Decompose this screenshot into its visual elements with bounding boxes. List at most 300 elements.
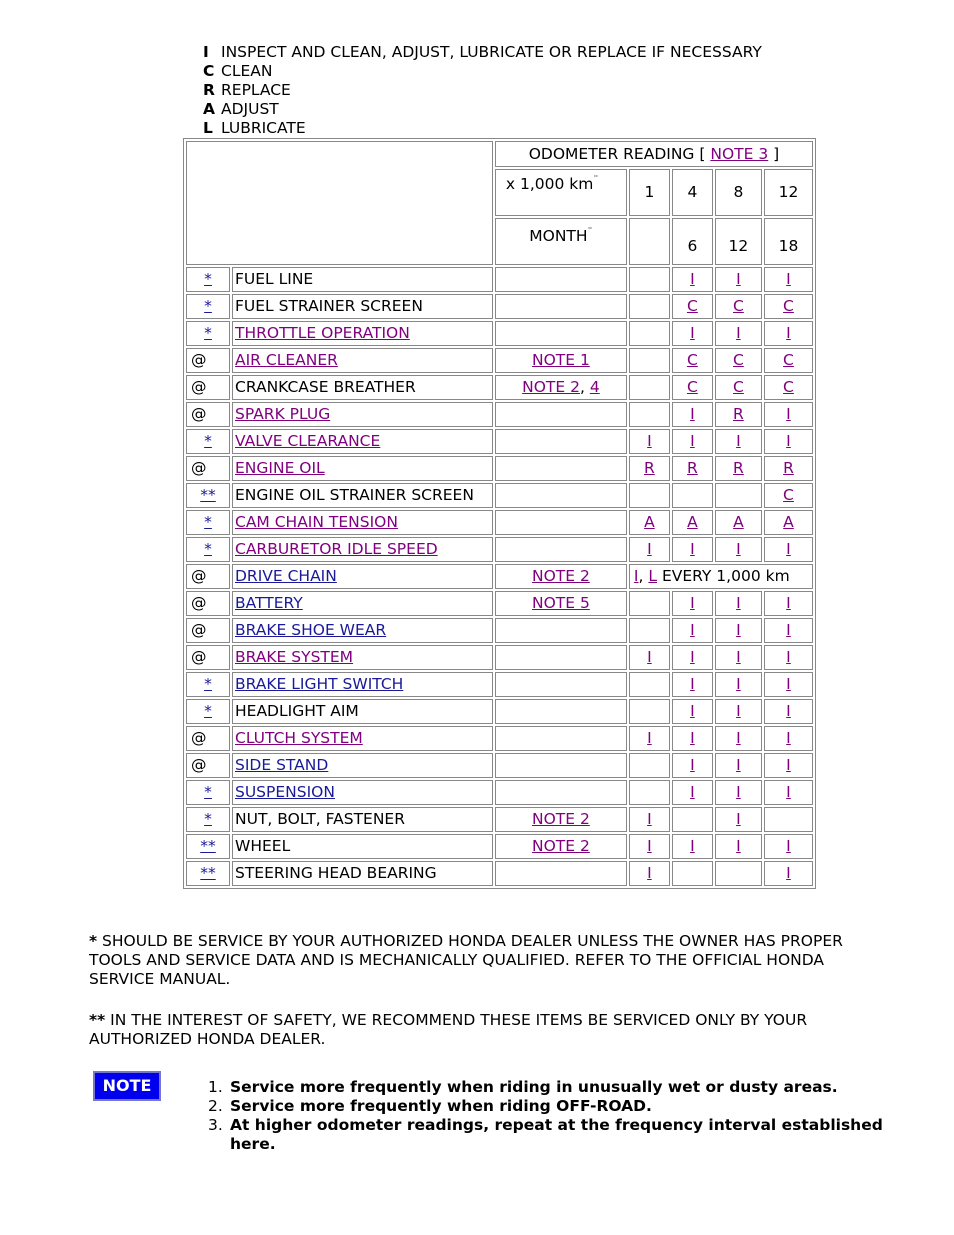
item-link[interactable]: BRAKE SHOE WEAR: [235, 621, 387, 639]
interval-action-link[interactable]: I: [690, 432, 695, 450]
asterisk-link[interactable]: *: [204, 432, 212, 450]
interval-action-link[interactable]: I: [690, 756, 695, 774]
row-symbol-cell: [186, 861, 230, 886]
interval-cell: [672, 780, 713, 805]
interval-action-link[interactable]: I: [736, 675, 741, 693]
interval-action-link[interactable]: C: [783, 351, 794, 369]
interval-cell: [764, 375, 813, 400]
item-cell: [232, 510, 493, 535]
item-cell: [232, 726, 493, 751]
interval-action-link[interactable]: I: [786, 594, 791, 612]
interval-cell: [715, 645, 762, 670]
interval-action-link[interactable]: I: [690, 702, 695, 720]
interval-cell: [715, 861, 762, 886]
table-row: [186, 348, 813, 373]
item-link[interactable]: SUSPENSION: [235, 783, 335, 801]
interval-cell: [715, 807, 762, 832]
interval-action-link[interactable]: I: [690, 837, 695, 855]
item-cell: [232, 834, 493, 859]
interval-cell: [715, 834, 762, 859]
asterisk-link[interactable]: *: [204, 297, 212, 315]
odometer-reading-header: [495, 141, 813, 167]
interval-action-link[interactable]: R: [686, 459, 698, 477]
table-row: [186, 618, 813, 643]
item-link[interactable]: DRIVE CHAIN: [235, 567, 337, 585]
note-cell: [495, 456, 627, 481]
interval-action-link[interactable]: R: [733, 405, 744, 423]
interval-action-link[interactable]: C: [732, 351, 744, 369]
interval-cell: [764, 834, 813, 859]
interval-cell: [629, 456, 670, 481]
note-cell: [495, 591, 627, 616]
odometer-label: ODOMETER READING [: [528, 145, 706, 163]
note-text: Service more frequently when riding OFF-ROAD.: [230, 1097, 652, 1115]
interval-action-link[interactable]: I: [690, 594, 695, 612]
interval-cell: [715, 456, 762, 481]
interval-cell: [764, 699, 813, 724]
interval-action-link[interactable]: C: [686, 351, 698, 369]
interval-every-cell: I, L EVERY 1,000 km: [629, 564, 813, 589]
item-link[interactable]: THROTTLE OPERATION: [235, 324, 410, 342]
interval-action-link[interactable]: I: [786, 837, 791, 855]
interval-action-link[interactable]: I: [786, 729, 791, 747]
interval-cell: [764, 510, 813, 535]
interval-action-link[interactable]: I: [690, 783, 695, 801]
note-cell: [495, 861, 627, 886]
single-star-mark: *: [89, 932, 98, 950]
table-row: [186, 294, 813, 319]
interval-action-link[interactable]: I: [647, 864, 652, 882]
table-row: [186, 699, 813, 724]
row-symbol-cell: [186, 780, 230, 805]
interval-action-link[interactable]: I: [736, 270, 741, 288]
interval-action-link[interactable]: I: [690, 540, 695, 558]
legend-item: [203, 119, 762, 138]
item-cell: [232, 672, 493, 697]
note-3-link[interactable]: NOTE 3: [710, 145, 769, 163]
asterisk-link[interactable]: **: [200, 864, 216, 882]
row-symbol-cell: [186, 510, 230, 535]
note-link[interactable]: NOTE 2: [531, 837, 590, 855]
table-row: [186, 780, 813, 805]
note-cell: [495, 267, 627, 292]
interval-action-link[interactable]: I: [786, 405, 791, 423]
note-link[interactable]: NOTE 1: [531, 351, 590, 369]
notes-list: [208, 1078, 898, 1154]
interval-action-link[interactable]: I: [736, 837, 741, 855]
item-link[interactable]: BRAKE SYSTEM: [235, 648, 354, 666]
item-cell: [232, 483, 493, 508]
interval-action-link[interactable]: I: [736, 648, 741, 666]
item-label: FUEL LINE: [235, 270, 314, 288]
row-symbol-cell: [186, 321, 230, 346]
note-cell: [495, 780, 627, 805]
interval-cell: [715, 348, 762, 373]
table-row: [186, 807, 813, 832]
at-symbol: @: [191, 567, 207, 585]
interval-cell: [672, 834, 713, 859]
note-item: [208, 1116, 898, 1154]
note-cell: NOTE 2, 4: [495, 375, 627, 400]
interval-action-link[interactable]: C: [783, 297, 794, 315]
interval-action-link[interactable]: I: [736, 324, 741, 342]
interval-action-link[interactable]: I: [647, 810, 652, 828]
interval-cell: [672, 456, 713, 481]
interval-action-link[interactable]: I: [690, 324, 695, 342]
interval-cell: [672, 375, 713, 400]
interval-cell: [672, 618, 713, 643]
row-symbol-cell: [186, 375, 230, 400]
double-star-text: IN THE INTEREST OF SAFETY, WE RECOMMEND THESE ITEMS BE SERVICED ONLY BY YOUR AUTHORIZED HONDA DEALER.: [89, 1011, 808, 1048]
interval-action-link[interactable]: I: [647, 432, 652, 450]
item-cell: [232, 645, 493, 670]
item-cell: [232, 618, 493, 643]
note-cell: [495, 645, 627, 670]
interval-cell: [764, 780, 813, 805]
interval-action-link[interactable]: A: [644, 513, 655, 531]
row-symbol-cell: [186, 483, 230, 508]
interval-action-link[interactable]: I: [647, 729, 652, 747]
legend-code: A: [203, 100, 215, 118]
interval-action-link[interactable]: I: [647, 837, 652, 855]
interval-action-link[interactable]: I: [786, 324, 791, 342]
row-symbol-cell: [186, 348, 230, 373]
at-symbol: @: [191, 459, 207, 477]
note-cell: [495, 294, 627, 319]
interval-action-link[interactable]: I: [736, 729, 741, 747]
item-link[interactable]: AIR CLEANER: [235, 351, 338, 369]
interval-cell: [629, 618, 670, 643]
interval-cell: [672, 402, 713, 427]
asterisk-link[interactable]: **: [200, 837, 216, 855]
interval-action-link[interactable]: I: [786, 702, 791, 720]
interval-action-link[interactable]: C: [686, 297, 698, 315]
at-symbol: @: [191, 378, 207, 396]
item-label: STEERING HEAD BEARING: [235, 864, 437, 882]
interval-cell: [715, 780, 762, 805]
interval-action-link[interactable]: A: [733, 513, 744, 531]
km-1: 1: [629, 169, 670, 216]
interval-action-link[interactable]: I: [786, 432, 791, 450]
interval-cell: [764, 537, 813, 562]
interval-cell: [715, 753, 762, 778]
header-blank-cell: [186, 141, 493, 265]
item-label: HEADLIGHT AIM: [235, 702, 359, 720]
item-link[interactable]: BRAKE LIGHT SWITCH: [235, 675, 404, 693]
row-symbol-cell: [186, 753, 230, 778]
legend-code: C: [203, 62, 215, 80]
table-row: [186, 564, 813, 589]
interval-cell: [764, 726, 813, 751]
km-label: x 1,000 km: [505, 175, 594, 193]
note-cell: [495, 672, 627, 697]
table-row: [186, 402, 813, 427]
interval-cell: [629, 483, 670, 508]
table-row: [186, 429, 813, 454]
interval-cell: [672, 672, 713, 697]
item-cell: [232, 267, 493, 292]
table-row: [186, 375, 813, 400]
interval-cell: [764, 591, 813, 616]
interval-cell: [764, 321, 813, 346]
row-symbol-cell: [186, 834, 230, 859]
interval-cell: [764, 672, 813, 697]
lubricate-link[interactable]: L: [648, 567, 657, 585]
interval-action-link[interactable]: I: [736, 702, 741, 720]
interval-cell: [764, 456, 813, 481]
asterisk-link[interactable]: *: [204, 513, 212, 531]
table-row: [186, 726, 813, 751]
interval-action-link[interactable]: I: [736, 810, 741, 828]
inspect-link[interactable]: I: [633, 567, 639, 585]
note-text: Service more frequently when riding in unusually wet or dusty areas.: [230, 1078, 838, 1096]
asterisk-link[interactable]: *: [204, 675, 212, 693]
interval-cell: [629, 321, 670, 346]
interval-action-link[interactable]: I: [786, 783, 791, 801]
item-link[interactable]: CLUTCH SYSTEM: [235, 729, 363, 747]
item-link[interactable]: VALVE CLEARANCE: [235, 432, 381, 450]
table-row: [186, 753, 813, 778]
row-symbol-cell: [186, 402, 230, 427]
interval-action-link[interactable]: I: [786, 621, 791, 639]
interval-action-link[interactable]: I: [736, 432, 741, 450]
interval-cell: [629, 699, 670, 724]
interval-cell: [672, 510, 713, 535]
interval-action-link[interactable]: I: [736, 756, 741, 774]
legend-item: [203, 100, 762, 119]
note-number: 1.: [208, 1078, 223, 1096]
km-label-cell: [495, 169, 627, 216]
interval-action-link[interactable]: I: [690, 270, 695, 288]
item-cell: [232, 294, 493, 319]
row-symbol-cell: [186, 699, 230, 724]
table-row: [186, 645, 813, 670]
interval-cell: [715, 402, 762, 427]
note-cell: [495, 348, 627, 373]
interval-action-link[interactable]: A: [783, 513, 794, 531]
row-symbol-cell: [186, 267, 230, 292]
at-symbol: @: [191, 756, 207, 774]
interval-cell: [764, 294, 813, 319]
asterisk-link[interactable]: **: [200, 486, 216, 504]
legend-text: INSPECT AND CLEAN, ADJUST, LUBRICATE OR REPLACE IF NECESSARY: [221, 43, 762, 61]
interval-action-link[interactable]: C: [732, 297, 744, 315]
month-12: 12: [715, 218, 762, 265]
note-cell: [495, 618, 627, 643]
legend: [203, 43, 762, 138]
interval-cell: [764, 753, 813, 778]
interval-action-link[interactable]: I: [736, 540, 741, 558]
note-cell: [495, 402, 627, 427]
month-label-cell: [495, 218, 627, 265]
interval-action-link[interactable]: I: [647, 540, 652, 558]
note-link[interactable]: NOTE 2: [531, 567, 590, 585]
interval-action-link[interactable]: I: [786, 675, 791, 693]
legend-code: R: [203, 81, 215, 99]
item-link[interactable]: ENGINE OIL: [235, 459, 325, 477]
interval-action-link[interactable]: I: [786, 270, 791, 288]
interval-action-link[interactable]: I: [736, 783, 741, 801]
note-cell: [495, 483, 627, 508]
legend-item: [203, 43, 762, 62]
interval-cell: [629, 807, 670, 832]
item-link[interactable]: SPARK PLUG: [235, 405, 331, 423]
item-link[interactable]: CAM CHAIN TENSION: [235, 513, 398, 531]
note-number: 2.: [208, 1097, 223, 1115]
interval-cell: [629, 780, 670, 805]
interval-cell: [764, 618, 813, 643]
interval-action-link[interactable]: I: [690, 729, 695, 747]
note-item: [208, 1078, 898, 1097]
asterisk-link[interactable]: *: [204, 324, 212, 342]
footnote-double-star: [89, 1011, 889, 1049]
asterisk-link[interactable]: *: [204, 810, 212, 828]
month-label: MONTH: [529, 227, 588, 245]
interval-action-link[interactable]: R: [644, 459, 655, 477]
row-symbol-cell: [186, 564, 230, 589]
interval-cell: [764, 429, 813, 454]
interval-action-link[interactable]: A: [687, 513, 698, 531]
interval-cell: [629, 537, 670, 562]
interval-cell: [764, 645, 813, 670]
interval-action-link[interactable]: I: [690, 675, 695, 693]
interval-cell: [672, 348, 713, 373]
month-6: 6: [672, 218, 713, 265]
interval-cell: [629, 348, 670, 373]
interval-action-link[interactable]: C: [686, 378, 698, 396]
interval-cell: [764, 807, 813, 832]
interval-action-link[interactable]: C: [732, 378, 744, 396]
month-footnote-mark: ¨: [587, 227, 593, 238]
item-cell: [232, 375, 493, 400]
item-label: FUEL STRAINER SCREEN: [235, 297, 423, 315]
interval-cell: [715, 618, 762, 643]
interval-action-link[interactable]: I: [690, 648, 695, 666]
interval-cell: [629, 834, 670, 859]
asterisk-link[interactable]: *: [204, 783, 212, 801]
interval-cell: [672, 861, 713, 886]
legend-code: I: [203, 43, 209, 61]
odometer-bracket-close: ]: [773, 145, 780, 163]
interval-cell: [764, 402, 813, 427]
row-symbol-cell: [186, 726, 230, 751]
item-cell: [232, 429, 493, 454]
interval-cell: [715, 537, 762, 562]
note-cell: [495, 564, 627, 589]
interval-action-link[interactable]: I: [647, 648, 652, 666]
interval-cell: [672, 645, 713, 670]
note-cell: [495, 321, 627, 346]
interval-action-link[interactable]: R: [733, 459, 744, 477]
interval-cell: [629, 402, 670, 427]
interval-cell: [629, 672, 670, 697]
item-cell: [232, 537, 493, 562]
interval-cell: [715, 672, 762, 697]
item-cell: [232, 591, 493, 616]
item-cell: [232, 456, 493, 481]
interval-action-link[interactable]: I: [690, 621, 695, 639]
at-symbol: @: [191, 351, 207, 369]
asterisk-link[interactable]: *: [204, 270, 212, 288]
interval-action-link[interactable]: I: [736, 621, 741, 639]
single-star-text: SHOULD BE SERVICE BY YOUR AUTHORIZED HONDA DEALER UNLESS THE OWNER HAS PROPER TOOLS AND SERVICE DATA AND IS MECHANICALLY QUALIFIED. REFER TO THE OFFICIAL HONDA SERVICE MANUAL.: [89, 932, 843, 988]
legend-text: ADJUST: [221, 100, 279, 118]
interval-cell: [715, 510, 762, 535]
item-cell: [232, 753, 493, 778]
legend-text: CLEAN: [221, 62, 273, 80]
interval-cell: [672, 591, 713, 616]
interval-cell: [715, 591, 762, 616]
asterisk-link[interactable]: *: [204, 702, 212, 720]
item-cell: [232, 699, 493, 724]
legend-code: L: [203, 119, 213, 137]
interval-cell: [629, 510, 670, 535]
interval-cell: [764, 483, 813, 508]
note-badge: NOTE: [93, 1071, 161, 1101]
table-row: [186, 834, 813, 859]
item-label: NUT, BOLT, FASTENER: [235, 810, 406, 828]
note-link[interactable]: NOTE 5: [531, 594, 590, 612]
note-link[interactable]: NOTE 2: [531, 810, 590, 828]
table-row: [186, 861, 813, 886]
interval-action-link[interactable]: C: [783, 486, 794, 504]
interval-action-link[interactable]: I: [786, 648, 791, 666]
item-link[interactable]: SIDE STAND: [235, 756, 329, 774]
table-row: [186, 483, 813, 508]
at-symbol: @: [191, 648, 207, 666]
item-link[interactable]: BATTERY: [235, 594, 303, 612]
item-cell: [232, 780, 493, 805]
note-cell: [495, 510, 627, 535]
item-cell: [232, 348, 493, 373]
interval-cell: [629, 294, 670, 319]
interval-cell: [764, 267, 813, 292]
item-cell: [232, 402, 493, 427]
at-symbol: @: [191, 594, 207, 612]
row-symbol-cell: [186, 456, 230, 481]
row-symbol-cell: [186, 645, 230, 670]
item-link[interactable]: CARBURETOR IDLE SPEED: [235, 540, 438, 558]
item-label: WHEEL: [235, 837, 291, 855]
interval-action-link[interactable]: R: [783, 459, 794, 477]
interval-action-link[interactable]: I: [690, 405, 695, 423]
every-text: EVERY 1,000 km: [661, 567, 790, 585]
interval-cell: [715, 321, 762, 346]
interval-cell: [629, 753, 670, 778]
km-footnote-mark: ¨: [593, 175, 599, 186]
interval-action-link[interactable]: I: [786, 540, 791, 558]
note-link[interactable]: NOTE 2: [522, 378, 580, 396]
note-text: At higher odometer readings, repeat at the frequency interval established here.: [230, 1116, 883, 1153]
row-symbol-cell: [186, 672, 230, 697]
interval-cell: [672, 483, 713, 508]
interval-action-link[interactable]: I: [786, 756, 791, 774]
interval-action-link[interactable]: I: [786, 864, 791, 882]
item-cell: [232, 807, 493, 832]
note-4-link[interactable]: 4: [589, 378, 600, 396]
at-symbol: @: [191, 621, 207, 639]
interval-action-link[interactable]: C: [783, 378, 794, 396]
legend-item: [203, 81, 762, 100]
note-cell: [495, 537, 627, 562]
legend-text: LUBRICATE: [221, 119, 306, 137]
asterisk-link[interactable]: *: [204, 540, 212, 558]
interval-cell: [629, 645, 670, 670]
item-cell: [232, 564, 493, 589]
interval-action-link[interactable]: I: [736, 594, 741, 612]
note-item: [208, 1097, 898, 1116]
interval-cell: [629, 429, 670, 454]
